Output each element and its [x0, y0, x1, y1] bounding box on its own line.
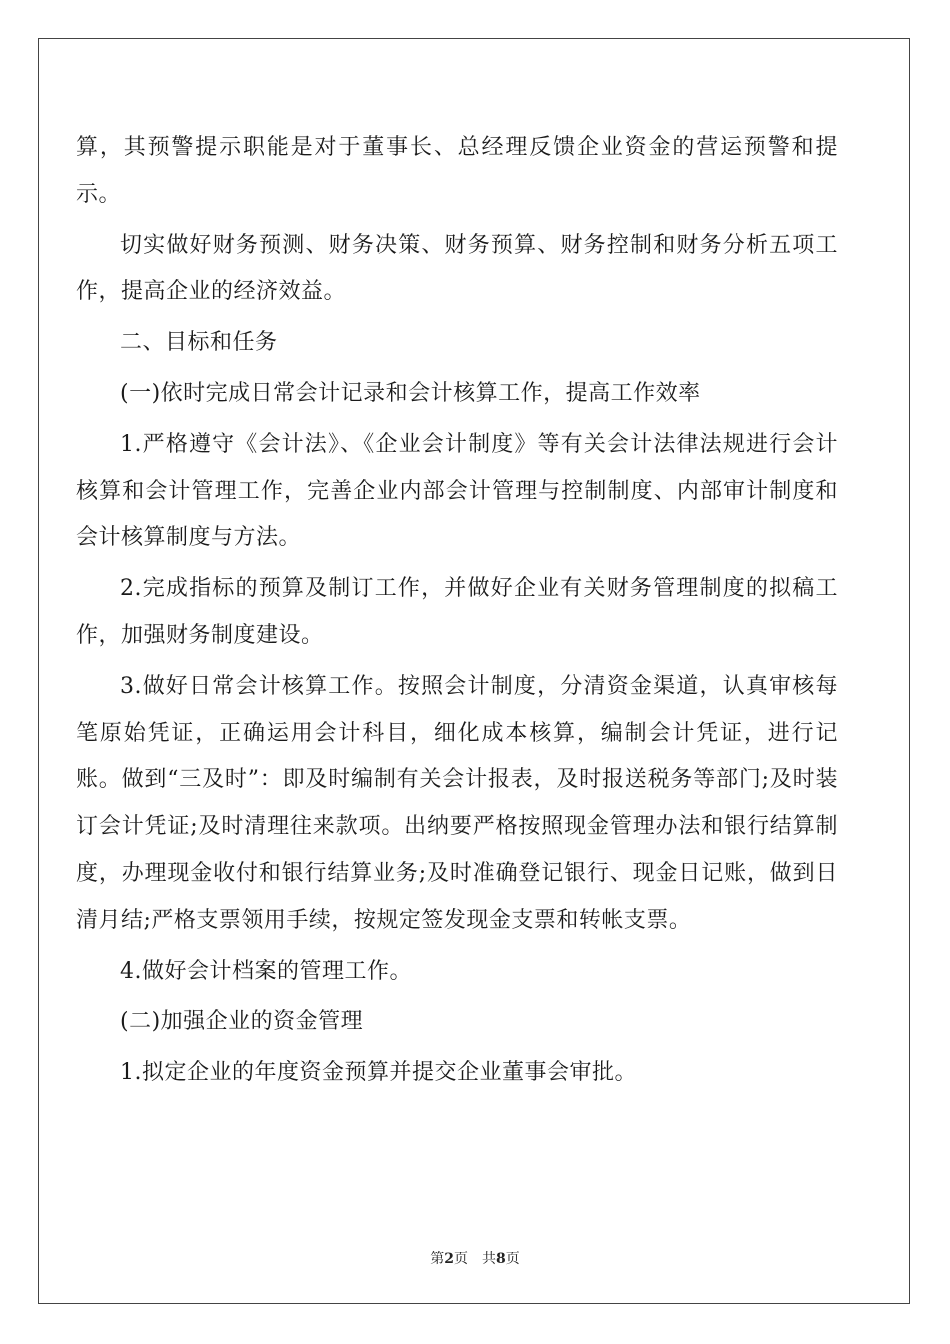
subsection-heading: (二)加强企业的资金管理	[120, 1009, 364, 1035]
list-item: 2.完成指标的预算及制订工作，并做好企业有关财务管理制度的拟稿工作，加强财务制度建设。	[76, 576, 838, 648]
page-prefix: 第	[430, 1251, 445, 1267]
list-item: 1.拟定企业的年度资金预算并提交企业董事会审批。	[120, 1060, 637, 1086]
document-body	[76, 125, 838, 1101]
page-mid: 页 共	[454, 1251, 496, 1267]
page-number-footer	[0, 1248, 950, 1268]
list-item: 4.做好会计档案的管理工作。	[120, 958, 412, 984]
paragraph: 切实做好财务预测、财务决策、财务预算、财务控制和财务分析五项工作，提高企业的经济效益。	[76, 232, 838, 305]
current-page-number: 2	[444, 1251, 454, 1267]
section-heading: 二、目标和任务	[120, 330, 278, 356]
list-item: 1.严格遵守《会计法》、《企业会计制度》等有关会计法律法规进行会计核算和会计管理工作，完善企业内部会计管理与控制制度、内部审计制度和会计核算制度与方法。	[76, 431, 838, 551]
list-item: 3.做好日常会计核算工作。按照会计制度，分清资金渠道，认真审核每笔原始凭证，正确运用会计科目，细化成本核算，编制会计凭证，进行记账。做到“三及时”：即及时编制有关会计报表，及时报送税务等部门;及时装订会计凭证;及时清理往来款项。出纳要严格按照现金管理办法和银行结算制度，办理现金收付和银行结算业务;及时准确登记银行、现金日记账，做到日清月结;严格支票领用手续，按规定签发现金支票和转帐支票。	[76, 673, 838, 933]
total-page-number: 8	[496, 1251, 506, 1267]
subsection-heading: (一)依时完成日常会计记录和会计核算工作，提高工作效率	[120, 380, 701, 406]
page-suffix: 页	[505, 1251, 520, 1267]
paragraph: 算，其预警提示职能是对于董事长、总经理反馈企业资金的营运预警和提示。	[76, 135, 838, 207]
